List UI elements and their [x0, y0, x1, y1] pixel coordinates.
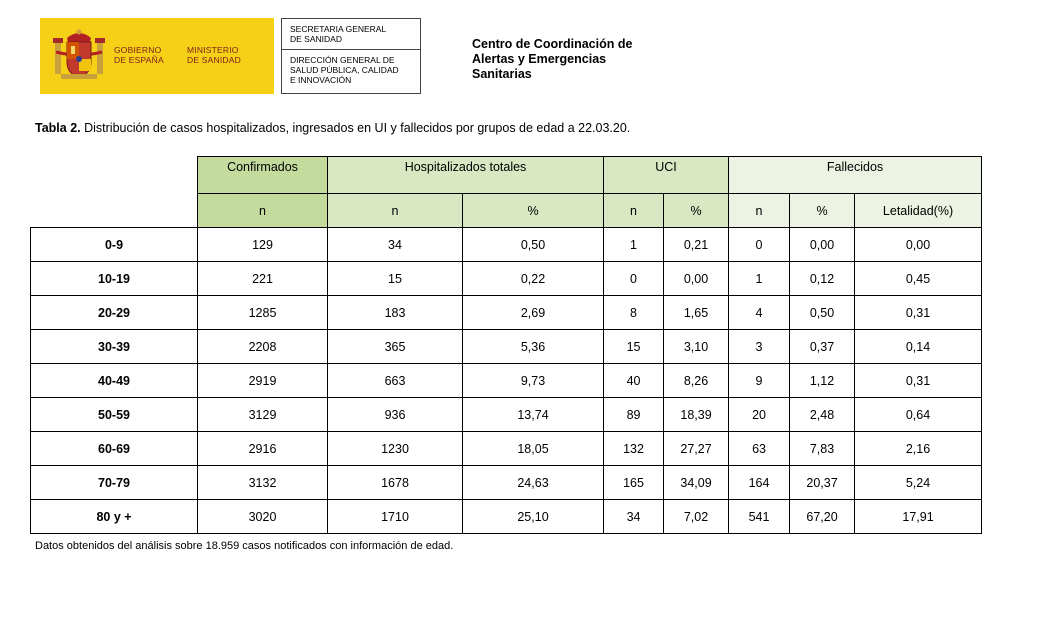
cell-hosp-n: 1230: [328, 432, 463, 466]
corner-cell: [31, 157, 198, 194]
table-row: [31, 296, 982, 330]
cell-uci-pct: 1,65: [664, 296, 729, 330]
subheader-fall-n: n: [729, 194, 790, 228]
subheader-letalidad: Letalidad(%): [855, 194, 982, 228]
cell-uci-pct: 3,10: [664, 330, 729, 364]
cell-age: 80 y +: [31, 500, 198, 534]
header-uci: UCI: [604, 157, 729, 194]
cell-uci-pct: 8,26: [664, 364, 729, 398]
cell-uci-pct: 18,39: [664, 398, 729, 432]
cell-confirmados-n: 2919: [198, 364, 328, 398]
header-confirmados: Confirmados: [198, 157, 328, 194]
cell-uci-pct: 7,02: [664, 500, 729, 534]
cell-fall-pct: 1,12: [790, 364, 855, 398]
cell-age: 40-49: [31, 364, 198, 398]
subheader-hosp-n: n: [328, 194, 463, 228]
cell-hosp-pct: 9,73: [463, 364, 604, 398]
cell-letalidad: 0,45: [855, 262, 982, 296]
cell-hosp-n: 15: [328, 262, 463, 296]
subheader-fall-pct: %: [790, 194, 855, 228]
cell-fall-n: 63: [729, 432, 790, 466]
cell-fall-n: 164: [729, 466, 790, 500]
cell-hosp-n: 936: [328, 398, 463, 432]
cell-hosp-pct: 2,69: [463, 296, 604, 330]
cell-uci-n: 1: [604, 228, 664, 262]
cell-age: 30-39: [31, 330, 198, 364]
cell-uci-n: 89: [604, 398, 664, 432]
cell-hosp-n: 365: [328, 330, 463, 364]
table-row: [31, 262, 982, 296]
header-fallecidos: Fallecidos: [729, 157, 982, 194]
cell-uci-n: 40: [604, 364, 664, 398]
cell-fall-n: 0: [729, 228, 790, 262]
age-distribution-table: [30, 156, 982, 534]
cell-fall-pct: 0,37: [790, 330, 855, 364]
cell-hosp-pct: 18,05: [463, 432, 604, 466]
cell-confirmados-n: 3129: [198, 398, 328, 432]
cell-age: 10-19: [31, 262, 198, 296]
table-row: [31, 466, 982, 500]
cell-fall-pct: 0,50: [790, 296, 855, 330]
cell-uci-n: 132: [604, 432, 664, 466]
cell-confirmados-n: 2916: [198, 432, 328, 466]
gobierno-label: GOBIERNO DE ESPAÑA: [114, 45, 164, 65]
cell-uci-n: 34: [604, 500, 664, 534]
cell-letalidad: 17,91: [855, 500, 982, 534]
table-row: [31, 228, 982, 262]
cell-fall-n: 9: [729, 364, 790, 398]
caption-text: Distribución de casos hospitalizados, ingresados en UI y fallecidos por grupos de edad a 22.03.20.: [80, 121, 631, 135]
cell-hosp-pct: 25,10: [463, 500, 604, 534]
cell-confirmados-n: 221: [198, 262, 328, 296]
cell-fall-pct: 20,37: [790, 466, 855, 500]
table-row: [31, 432, 982, 466]
cell-fall-n: 4: [729, 296, 790, 330]
subheader-row: [31, 194, 982, 228]
cell-fall-n: 20: [729, 398, 790, 432]
cell-uci-n: 15: [604, 330, 664, 364]
cell-uci-pct: 34,09: [664, 466, 729, 500]
cell-fall-pct: 2,48: [790, 398, 855, 432]
cell-fall-pct: 0,12: [790, 262, 855, 296]
cell-confirmados-n: 2208: [198, 330, 328, 364]
corner-cell: [31, 194, 198, 228]
cell-confirmados-n: 1285: [198, 296, 328, 330]
cell-confirmados-n: 3020: [198, 500, 328, 534]
cell-hosp-pct: 13,74: [463, 398, 604, 432]
table-footnote: Datos obtenidos del análisis sobre 18.959 casos notificados con información de edad.: [35, 540, 454, 552]
cell-fall-n: 3: [729, 330, 790, 364]
cell-age: 70-79: [31, 466, 198, 500]
cell-hosp-n: 663: [328, 364, 463, 398]
cell-confirmados-n: 129: [198, 228, 328, 262]
cell-age: 20-29: [31, 296, 198, 330]
cell-age: 0-9: [31, 228, 198, 262]
cell-uci-n: 0: [604, 262, 664, 296]
cell-letalidad: 5,24: [855, 466, 982, 500]
subheader-uci-n: n: [604, 194, 664, 228]
ministerio-label: MINISTERIO DE SANIDAD: [187, 45, 241, 65]
table-row: [31, 398, 982, 432]
header-hospitalizados: Hospitalizados totales: [328, 157, 604, 194]
cell-letalidad: 0,14: [855, 330, 982, 364]
cell-fall-n: 541: [729, 500, 790, 534]
cell-hosp-n: 1678: [328, 466, 463, 500]
cell-uci-pct: 0,21: [664, 228, 729, 262]
cell-letalidad: 0,31: [855, 364, 982, 398]
cell-hosp-pct: 5,36: [463, 330, 604, 364]
table-caption: [35, 121, 630, 135]
table-row: [31, 330, 982, 364]
cell-hosp-pct: 0,50: [463, 228, 604, 262]
cell-fall-pct: 7,83: [790, 432, 855, 466]
table-row: [31, 500, 982, 534]
cell-hosp-pct: 24,63: [463, 466, 604, 500]
direccion-label: DIRECCIÓN GENERAL DE SALUD PÚBLICA, CALIDAD E INNOVACIÓN: [290, 55, 399, 85]
cell-age: 50-59: [31, 398, 198, 432]
cell-hosp-n: 1710: [328, 500, 463, 534]
cell-fall-pct: 67,20: [790, 500, 855, 534]
cell-letalidad: 0,00: [855, 228, 982, 262]
cell-uci-n: 165: [604, 466, 664, 500]
cell-hosp-n: 183: [328, 296, 463, 330]
cell-letalidad: 0,64: [855, 398, 982, 432]
cell-letalidad: 0,31: [855, 296, 982, 330]
cell-hosp-n: 34: [328, 228, 463, 262]
secretaria-label: SECRETARIA GENERAL DE SANIDAD: [282, 19, 420, 50]
coat-of-arms-icon: [53, 28, 105, 82]
centro-coordinacion-title: Centro de Coordinación de Alertas y Emergencias Sanitarias: [472, 37, 633, 81]
cell-uci-n: 8: [604, 296, 664, 330]
cell-letalidad: 2,16: [855, 432, 982, 466]
secretaria-box: [281, 18, 421, 94]
subheader-hosp-pct: %: [463, 194, 604, 228]
subheader-confirmados-n: n: [198, 194, 328, 228]
subheader-uci-pct: %: [664, 194, 729, 228]
group-header-row: [31, 157, 982, 194]
cell-confirmados-n: 3132: [198, 466, 328, 500]
caption-label: Tabla 2.: [35, 121, 81, 135]
cell-hosp-pct: 0,22: [463, 262, 604, 296]
cell-uci-pct: 0,00: [664, 262, 729, 296]
cell-age: 60-69: [31, 432, 198, 466]
cell-uci-pct: 27,27: [664, 432, 729, 466]
cell-fall-n: 1: [729, 262, 790, 296]
table-row: [31, 364, 982, 398]
cell-fall-pct: 0,00: [790, 228, 855, 262]
